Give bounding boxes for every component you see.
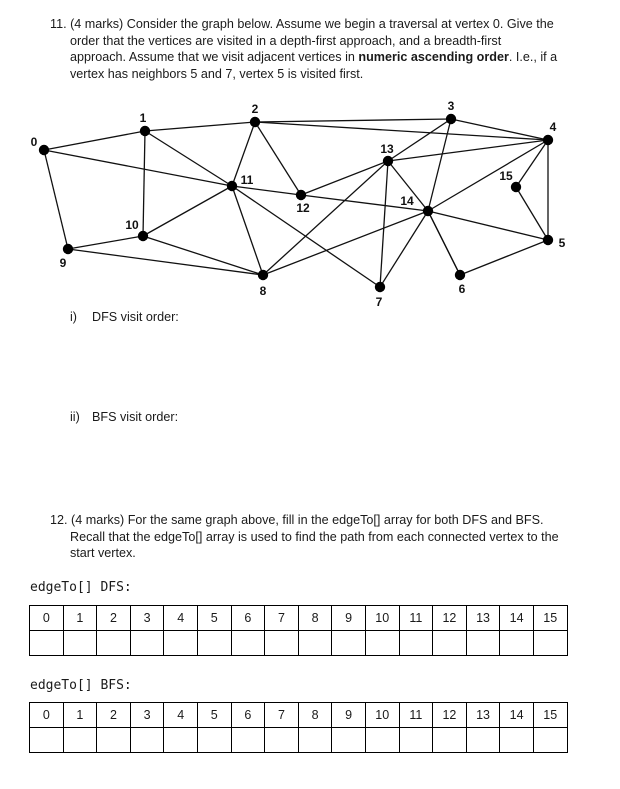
graph-vertex-14	[423, 206, 433, 216]
graph-edge-8-9	[68, 249, 263, 275]
dfs-index-cell: 5	[197, 606, 231, 631]
bfs-array-label: edgeTo[] BFS:	[30, 678, 132, 693]
graph-vertex-12	[296, 190, 306, 200]
graph-edge-0-1	[44, 131, 145, 150]
bfs-index-cell: 8	[298, 703, 332, 728]
graph-vertex-label-4: 4	[549, 120, 557, 134]
dfs-value-row	[30, 631, 568, 656]
dfs-index-cell: 2	[97, 606, 131, 631]
graph-vertex-label-1: 1	[139, 111, 147, 125]
dfs-edgeto-table	[29, 605, 568, 656]
dfs-index-row	[30, 606, 568, 631]
bfs-value-cell[interactable]	[533, 728, 567, 753]
dfs-index-cell: 3	[130, 606, 164, 631]
bfs-roman-numeral: ii)	[70, 410, 80, 424]
question-11-line3a: approach. Assume that we visit adjacent vertices in	[70, 50, 359, 64]
dfs-value-cell[interactable]	[365, 631, 399, 656]
bfs-index-cell: 11	[399, 703, 433, 728]
bfs-edgeto-table	[29, 702, 568, 753]
dfs-index-cell: 7	[265, 606, 299, 631]
bfs-value-cell[interactable]	[197, 728, 231, 753]
graph-vertex-label-6: 6	[458, 282, 466, 296]
question-11-line1: (4 marks) Consider the graph below. Assume we begin a traversal at vertex 0. Give the	[70, 17, 554, 31]
dfs-value-cell[interactable]	[63, 631, 97, 656]
graph-vertex-8	[258, 270, 268, 280]
dfs-value-cell[interactable]	[533, 631, 567, 656]
graph-vertex-label-7: 7	[375, 295, 383, 309]
bfs-value-cell[interactable]	[332, 728, 366, 753]
graph-vertex-6	[455, 270, 465, 280]
bfs-value-cell[interactable]	[265, 728, 299, 753]
bfs-visit-order-prompt	[70, 410, 178, 424]
bfs-index-cell: 13	[466, 703, 500, 728]
graph-vertex-label-2: 2	[251, 102, 259, 116]
graph-vertex-label-10: 10	[125, 218, 139, 232]
graph-edge-1-10	[143, 131, 145, 236]
graph-edge-7-14	[380, 211, 428, 287]
graph-vertex-label-11: 11	[240, 173, 254, 187]
dfs-index-cell: 10	[365, 606, 399, 631]
graph-vertex-label-8: 8	[259, 284, 267, 298]
graph-edge-2-3	[255, 119, 451, 122]
dfs-index-cell: 14	[500, 606, 534, 631]
bfs-index-cell: 15	[533, 703, 567, 728]
bfs-value-cell[interactable]	[365, 728, 399, 753]
dfs-array-label: edgeTo[] DFS:	[30, 580, 132, 595]
dfs-value-cell[interactable]	[130, 631, 164, 656]
graph-edge-8-10	[143, 236, 263, 275]
graph-edge-13-7	[380, 161, 388, 287]
graph-edge-10-11	[143, 186, 232, 236]
dfs-roman-numeral: i)	[70, 310, 77, 324]
bfs-index-cell: 9	[332, 703, 366, 728]
dfs-value-cell[interactable]	[500, 631, 534, 656]
bfs-index-cell: 4	[164, 703, 198, 728]
graph-vertex-label-13: 13	[380, 142, 394, 156]
graph-edge-4-14	[428, 140, 548, 211]
bfs-index-cell: 5	[197, 703, 231, 728]
dfs-index-cell: 15	[533, 606, 567, 631]
dfs-value-cell[interactable]	[466, 631, 500, 656]
bfs-value-cell[interactable]	[30, 728, 64, 753]
graph-edge-4-15	[516, 140, 548, 187]
dfs-value-cell[interactable]	[30, 631, 64, 656]
bfs-value-cell[interactable]	[298, 728, 332, 753]
graph-edge-5-6	[460, 240, 548, 275]
graph-edge-5-14	[428, 211, 548, 240]
bfs-value-cell[interactable]	[433, 728, 467, 753]
dfs-value-cell[interactable]	[399, 631, 433, 656]
graph-vertex-label-14: 14	[400, 194, 414, 208]
bfs-value-cell[interactable]	[130, 728, 164, 753]
graph-edge-6-14	[428, 211, 460, 275]
graph-vertex-label-3: 3	[447, 99, 455, 113]
question-12-text	[50, 512, 580, 562]
graph-edge-1-2	[145, 122, 255, 131]
graph-vertex-4	[543, 135, 553, 145]
dfs-value-cell[interactable]	[265, 631, 299, 656]
dfs-value-cell[interactable]	[332, 631, 366, 656]
graph-edge-8-11	[232, 186, 263, 275]
dfs-index-cell: 4	[164, 606, 198, 631]
bfs-value-cell[interactable]	[466, 728, 500, 753]
graph-vertex-2	[250, 117, 260, 127]
question-11-line3c: . I.e., if a	[508, 50, 558, 64]
question-12-number: 12.	[50, 513, 68, 527]
bfs-index-cell: 10	[365, 703, 399, 728]
dfs-visit-order-label: DFS visit order:	[92, 310, 179, 324]
bfs-value-row	[30, 728, 568, 753]
dfs-index-cell: 0	[30, 606, 64, 631]
bfs-index-cell: 2	[97, 703, 131, 728]
bfs-value-cell[interactable]	[500, 728, 534, 753]
bfs-value-cell[interactable]	[63, 728, 97, 753]
graph-edge-9-10	[68, 236, 143, 249]
bfs-value-cell[interactable]	[231, 728, 265, 753]
dfs-index-cell: 8	[298, 606, 332, 631]
graph-edge-0-9	[44, 150, 68, 249]
question-12-line3: start vertex.	[70, 546, 136, 560]
dfs-value-cell[interactable]	[298, 631, 332, 656]
dfs-value-cell[interactable]	[231, 631, 265, 656]
question-12-line1: (4 marks) For the same graph above, fill in the edgeTo[] array for both DFS and BFS.	[71, 513, 544, 527]
dfs-index-cell: 13	[466, 606, 500, 631]
dfs-index-cell: 1	[63, 606, 97, 631]
bfs-index-cell: 7	[265, 703, 299, 728]
question-11-emphasis: numeric ascending order	[358, 50, 509, 64]
dfs-index-cell: 6	[231, 606, 265, 631]
bfs-value-cell[interactable]	[164, 728, 198, 753]
question-12	[50, 512, 580, 562]
dfs-index-cell: 12	[433, 606, 467, 631]
graph-vertex-7	[375, 282, 385, 292]
dfs-value-cell[interactable]	[197, 631, 231, 656]
question-11-line2: order that the vertices are visited in a depth-first approach, and a breadth-first	[70, 33, 502, 48]
graph-vertex-1	[140, 126, 150, 136]
graph-vertex-10	[138, 231, 148, 241]
graph-edge-2-12	[255, 122, 301, 195]
bfs-index-cell: 14	[500, 703, 534, 728]
graph-vertex-label-12: 12	[296, 201, 310, 215]
graph-vertex-0	[39, 145, 49, 155]
graph-edge-8-14	[263, 211, 428, 275]
dfs-value-cell[interactable]	[433, 631, 467, 656]
bfs-index-cell: 12	[433, 703, 467, 728]
dfs-index-cell: 9	[332, 606, 366, 631]
graph-vertex-label-5: 5	[558, 236, 566, 250]
graph-vertex-label-0: 0	[30, 135, 38, 149]
graph-vertex-11	[227, 181, 237, 191]
dfs-index-cell: 11	[399, 606, 433, 631]
graph-vertex-label-15: 15	[499, 169, 513, 183]
bfs-index-cell: 0	[30, 703, 64, 728]
graph-edge-12-13	[301, 161, 388, 195]
graph-vertex-label-9: 9	[59, 256, 67, 270]
bfs-value-cell[interactable]	[399, 728, 433, 753]
dfs-value-cell[interactable]	[97, 631, 131, 656]
dfs-visit-order-prompt	[70, 310, 179, 324]
question-11-number: 11.	[50, 17, 67, 31]
graph-edge-4-13	[388, 140, 548, 161]
dfs-value-cell[interactable]	[164, 631, 198, 656]
graph-vertex-9	[63, 244, 73, 254]
bfs-visit-order-label: BFS visit order:	[92, 410, 179, 424]
graph-vertex-5	[543, 235, 553, 245]
graph-diagram	[0, 0, 620, 310]
question-11-line4: vertex has neighbors 5 and 7, vertex 5 is visited first.	[70, 66, 364, 81]
bfs-index-row	[30, 703, 568, 728]
graph-vertex-3	[446, 114, 456, 124]
graph-vertex-15	[511, 182, 521, 192]
bfs-value-cell[interactable]	[97, 728, 131, 753]
question-12-line2: Recall that the edgeTo[] array is used to find the path from each connected vertex to the	[70, 529, 559, 544]
graph-vertex-13	[383, 156, 393, 166]
bfs-index-cell: 6	[231, 703, 265, 728]
graph-edge-5-15	[516, 187, 548, 240]
graph-edge-8-13	[263, 161, 388, 275]
bfs-index-cell: 3	[130, 703, 164, 728]
bfs-index-cell: 1	[63, 703, 97, 728]
